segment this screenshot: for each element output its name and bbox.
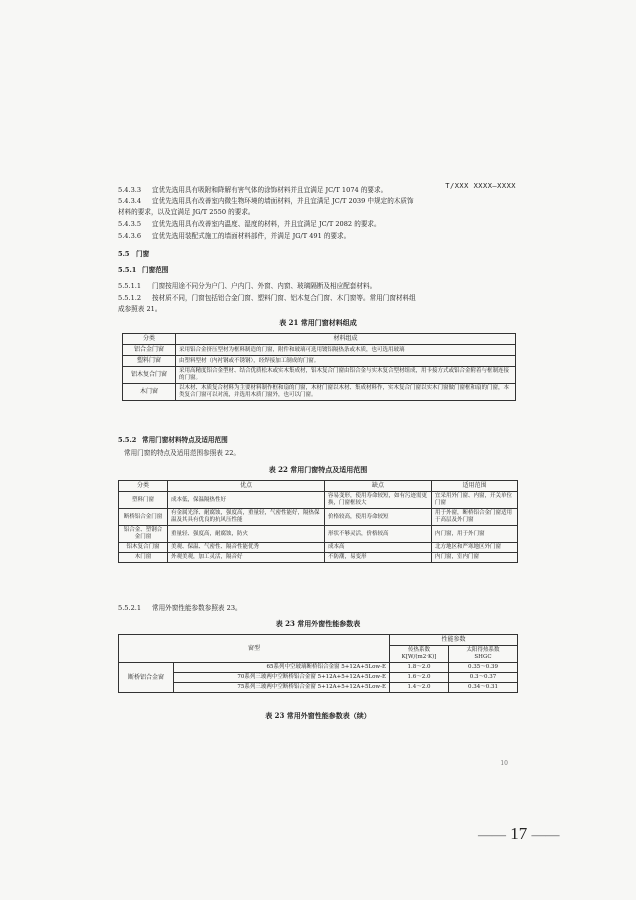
- table-cell: 75系列三玻两中空断桥铝合金窗 5+12A+5+12A+5Low-E: [174, 683, 390, 693]
- section-heading: [118, 266, 518, 275]
- section-title: 门窗: [136, 250, 150, 258]
- clause-number: 5.5.1.2: [118, 294, 142, 302]
- clause-line: [118, 232, 518, 241]
- table-cell: 0.34～0.31: [449, 683, 518, 693]
- table-row: [123, 384, 516, 401]
- table-cell: 木门窗: [123, 384, 176, 401]
- clause-line: [118, 282, 518, 291]
- clause-number: 5.4.3.5: [118, 220, 142, 228]
- clause-text: 宜优先选用具有吸附和降解有害气体的涂饰材料并且宜满足 JC/T 1074 的要求。: [152, 186, 388, 194]
- table-cell: 重量轻、强度高，耐腐蚀，防火: [168, 526, 325, 543]
- section-heading: [118, 436, 518, 445]
- clause-text: 材料的要求，以及宜满足 JG/T 2550 的要求。: [118, 208, 255, 216]
- table-header: 窗型: [119, 635, 390, 663]
- table-cell: 用于外窗，断桥铝合金门窗适用于高层及外门窗: [432, 509, 518, 526]
- table-cell: 65系列中空玻璃断桥铝合金窗 5+12A+5Low-E: [174, 663, 390, 673]
- table-header: [449, 646, 518, 663]
- table-row: [119, 673, 518, 683]
- table-cell: 铝木复合门窗: [123, 367, 176, 384]
- table-header: 材料组成: [176, 334, 516, 345]
- table-cell: 美观、保温、气密性、隔音性能优秀: [168, 543, 325, 553]
- clause-number: 5.5.1.1: [118, 282, 142, 290]
- clause-text: 按材质不同，门窗包括铝合金门窗、塑料门窗、铝木复合门窗、木门窗等。常用门窗材料组: [152, 294, 416, 302]
- page-number: 17: [510, 824, 528, 843]
- header-shgc-label: 太阳得热系数: [466, 647, 500, 653]
- table-cell: 铝木复合门窗: [119, 543, 168, 553]
- document-code: T/XXX XXXX—XXXX: [445, 182, 516, 190]
- section-number: 5.5: [118, 250, 130, 258]
- table-row: [119, 492, 518, 509]
- clause-line: [118, 186, 518, 195]
- table-cell: 1.4～2.0: [390, 683, 449, 693]
- table-cell: 宜采用外门窗、内窗，开关单位门窗: [432, 492, 518, 509]
- table-cell: 内门窗，用于外门窗: [432, 526, 518, 543]
- table-cell: 铝合金门窗: [123, 345, 176, 356]
- table-header: 性能参数: [390, 635, 518, 646]
- table-cell: 木门窗: [119, 553, 168, 563]
- clause-text: 成参照表 21。: [118, 305, 162, 313]
- table-cell: 采用高精度铝合金型材、结合优质松木或实木集成材，铝木复合门窗由铝合金与实木复合型材组成，用卡接方式或铝合金附着与框制连接的门窗。: [176, 367, 516, 384]
- table-cell: 断桥铝合金门窗: [119, 509, 168, 526]
- table-caption: 表 21 常用门窗材料组成: [279, 318, 357, 327]
- clause-line: [118, 208, 518, 217]
- table-row: [123, 367, 516, 384]
- table-cell: 内门窗，室内门窗: [432, 553, 518, 563]
- table-cell: 成本高: [325, 543, 432, 553]
- clause-line: [118, 220, 518, 229]
- section-title: 门窗范围: [142, 266, 169, 274]
- table-cell: 北方地区和严寒地区外门窗: [432, 543, 518, 553]
- page-footer: [478, 824, 560, 844]
- paragraph: 常用门窗的特点及适用范围参照表 22。: [124, 449, 240, 457]
- table-cell: 塑料门窗: [119, 492, 168, 509]
- features-table: [118, 480, 518, 563]
- clause-number: 5.4.3.4: [118, 197, 142, 205]
- section-title: 常用门窗材料特点及适用范围: [142, 436, 228, 444]
- table-cell: 采用铝合金挤压型材为框料制造的门窗，附件和玻璃可选用镀铝隔热条或木质，也可选用玻璃: [176, 345, 516, 356]
- table-cell: 以木材、木质复合材料为主要材料制作框和扇的门窗，木材门窗以木材、集成材料作，实木复合门窗以实木门窗做门窗框和扇的门窗，本类复合门窗可以对流，并选用木质门窗外，也可以门窗。: [176, 384, 516, 401]
- table-cell: 塑料门窗: [123, 356, 176, 367]
- table-row: [119, 526, 518, 543]
- clause-text: 宜优先选用具有改善室内温度、湿度的材料，并且宜满足 JC/T 2082 的要求。: [152, 220, 381, 228]
- clause-text: 宜优先选用具有改善室内微生物环境的墙面材料，并且宜满足 JC/T 2039 中规定的木质饰: [152, 197, 414, 205]
- table-header: [390, 646, 449, 663]
- table-header: 缺点: [325, 481, 432, 492]
- header-shgc-unit: SHGC: [474, 654, 492, 660]
- clause-line: [118, 604, 518, 613]
- table-cell: 由塑料型材（内衬钢或不锈钢），经焊接加工制成的门窗。: [176, 356, 516, 367]
- clause-line: [118, 197, 518, 206]
- table-cell: 1.6～2.0: [390, 673, 449, 683]
- clause-line: [118, 294, 518, 303]
- table-caption-continued: 表 23 常用外窗性能参数表（续）: [265, 711, 371, 720]
- table-row: [119, 683, 518, 693]
- clause-number: 5.5.2.1: [118, 604, 142, 612]
- table-header: 适用范围: [432, 481, 518, 492]
- table-cell: 价格较高，使用寿命较短: [325, 509, 432, 526]
- header-k-label: 传热系数: [407, 647, 430, 653]
- footer-dash-right: ——: [531, 828, 560, 843]
- table-cell: 0.3～0.37: [449, 673, 518, 683]
- section-number: 5.5.2: [118, 436, 137, 444]
- table-row: [123, 345, 516, 356]
- table-header: 分类: [123, 334, 176, 345]
- performance-table: [118, 634, 518, 693]
- table-cell: 铝合金、塑钢合金门窗: [119, 526, 168, 543]
- clause-line: [118, 305, 518, 314]
- table-header: 优点: [168, 481, 325, 492]
- table-header: 分类: [119, 481, 168, 492]
- table-cell: 外观美观，加工灵活，隔音好: [168, 553, 325, 563]
- table-cell: 0.35～0.39: [449, 663, 518, 673]
- table-row: [119, 553, 518, 563]
- table-cell: 断桥铝合金窗: [119, 663, 174, 693]
- section-heading: [118, 250, 518, 259]
- materials-table: [122, 333, 516, 401]
- clause-text: 门窗按用途不同分为户门、户内门、外窗、内窗、玻璃隔断及相应配套材料。: [152, 282, 377, 290]
- table-cell: 1.8～2.0: [390, 663, 449, 673]
- table-cell: 容易变形，使用寿命较短，如有污迹需更换，门窗框较大: [325, 492, 432, 509]
- footer-dash-left: ——: [478, 828, 506, 843]
- table-caption: 表 22 常用门窗特点及适用范围: [268, 465, 368, 474]
- header-k-unit: K[W/(m2·K)]: [401, 654, 437, 660]
- clause-text: 常用外窗性能参数参照表 23。: [152, 604, 242, 612]
- clause-text: 宜优先选用装配式施工的墙面材料部件，并满足 JG/T 491 的要求。: [152, 232, 351, 240]
- table-row: [119, 663, 518, 673]
- inner-page-number: 10: [500, 760, 508, 767]
- table-cell: 不防潮，易变形: [325, 553, 432, 563]
- table-cell: 形状不够灵活，价格较高: [325, 526, 432, 543]
- table-caption: 表 23 常用外窗性能参数表: [275, 619, 361, 628]
- clause-number: 5.4.3.3: [118, 186, 142, 194]
- table-cell: 70系列三玻两中空断桥铝合金窗 5+12A+5+12A+5Low-E: [174, 673, 390, 683]
- table-row: [123, 356, 516, 367]
- table-row: [119, 543, 518, 553]
- table-cell: 有金属光泽、耐腐蚀，强度高，重量轻，气密性能好，隔热保温及其具有优良的抗风压性能: [168, 509, 325, 526]
- table-row: [119, 509, 518, 526]
- section-number: 5.5.1: [118, 266, 137, 274]
- table-cell: 成本低，保温隔热性好: [168, 492, 325, 509]
- clause-number: 5.4.3.6: [118, 232, 142, 240]
